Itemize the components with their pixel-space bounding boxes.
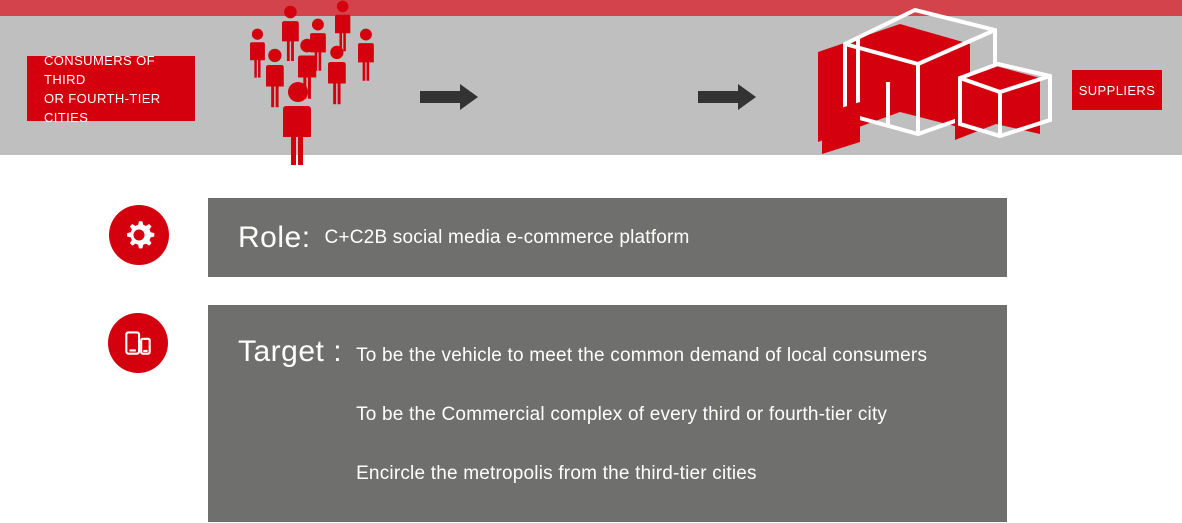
target-panel xyxy=(208,305,1007,522)
consumers-label-line2: OR FOURTH-TIER CITIES xyxy=(44,90,161,125)
people-group-icon xyxy=(240,0,390,165)
target-line: To be the Commercial complex of every third or fourth-tier city xyxy=(356,404,888,425)
target-line: Encircle the metropolis from the third-tier cities xyxy=(356,463,757,484)
gear-icon xyxy=(109,205,169,265)
role-label: Role: xyxy=(238,220,311,254)
consumers-label-line1: CONSUMERS OF THIRD xyxy=(44,52,155,87)
target-line: To be the vehicle to meet the common demand of local consumers xyxy=(356,345,928,366)
target-label: Target : xyxy=(238,335,343,368)
buildings-isometric-icon xyxy=(800,2,1070,164)
role-text: C+C2B social media e-commerce platform xyxy=(324,226,690,248)
arrow-right-icon xyxy=(698,84,756,110)
suppliers-label: SUPPLIERS xyxy=(1072,70,1162,110)
role-panel xyxy=(208,198,1007,277)
mobile-devices-icon xyxy=(108,313,168,373)
consumers-label xyxy=(27,52,195,125)
arrow-left-icon xyxy=(420,84,478,110)
